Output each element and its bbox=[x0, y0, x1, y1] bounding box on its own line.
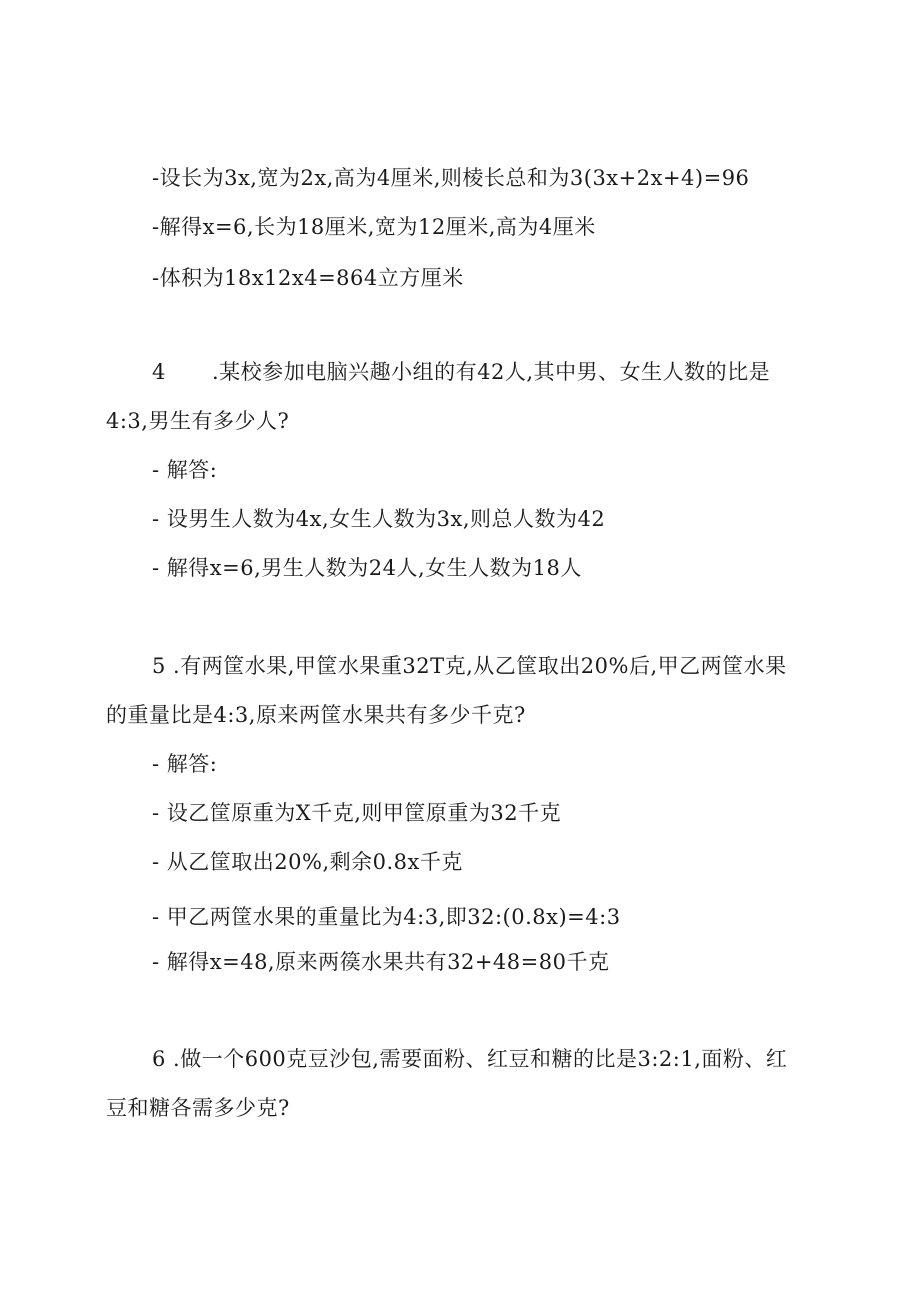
question-5-step-1: - 设乙筐原重为X千克,则甲筐原重为32千克 bbox=[152, 801, 562, 825]
calc-solve-line: -解得x=6,长为18厘米,宽为12厘米,高为4厘米 bbox=[152, 215, 596, 239]
question-4-answer-label: - 解答: bbox=[152, 458, 218, 482]
calc-volume-line: -体积为18x12x4=864立方厘米 bbox=[152, 266, 464, 290]
question-6-text-line2: 豆和糖各需多少克? bbox=[106, 1096, 290, 1120]
question-6-text-line1: 6 .做一个600克豆沙包,需要面粉、红豆和糖的比是3:2:1,面粉、红 bbox=[152, 1047, 788, 1071]
question-4-text-line2: 4:3,男生有多少人? bbox=[106, 409, 290, 433]
question-4-number: 4 bbox=[152, 360, 166, 384]
calc-length-line: -设长为3x,宽为2x,高为4厘米,则棱长总和为3(3x+2x+4)=96 bbox=[152, 166, 750, 190]
question-5-text-line1: 5 .有两筐水果,甲筐水果重32T克,从乙筐取出20%后,甲乙两筐水果 bbox=[152, 654, 787, 678]
question-5-step-4: - 解得x=48,原来两篌水果共有32+48=80千克 bbox=[152, 950, 610, 974]
question-5-step-2: - 从乙筐取出20%,剩余0.8x千克 bbox=[152, 850, 463, 874]
question-5-text-line2: 的重量比是4:3,原来两筐水果共有多少千克? bbox=[106, 703, 526, 727]
question-5-step-3: - 甲乙两筐水果的重量比为4:3,即32:(0.8x)=4:3 bbox=[152, 905, 621, 929]
question-4-step-1: - 设男生人数为4x,女生人数为3x,则总人数为42 bbox=[152, 507, 606, 531]
question-4-step-2: - 解得x=6,男生人数为24人,女生人数为18人 bbox=[152, 556, 582, 580]
question-5-answer-label: - 解答: bbox=[152, 752, 218, 776]
question-4-text-line1: .某校参加电脑兴趣小组的有42人,其中男、女生人数的比是 bbox=[212, 360, 771, 384]
